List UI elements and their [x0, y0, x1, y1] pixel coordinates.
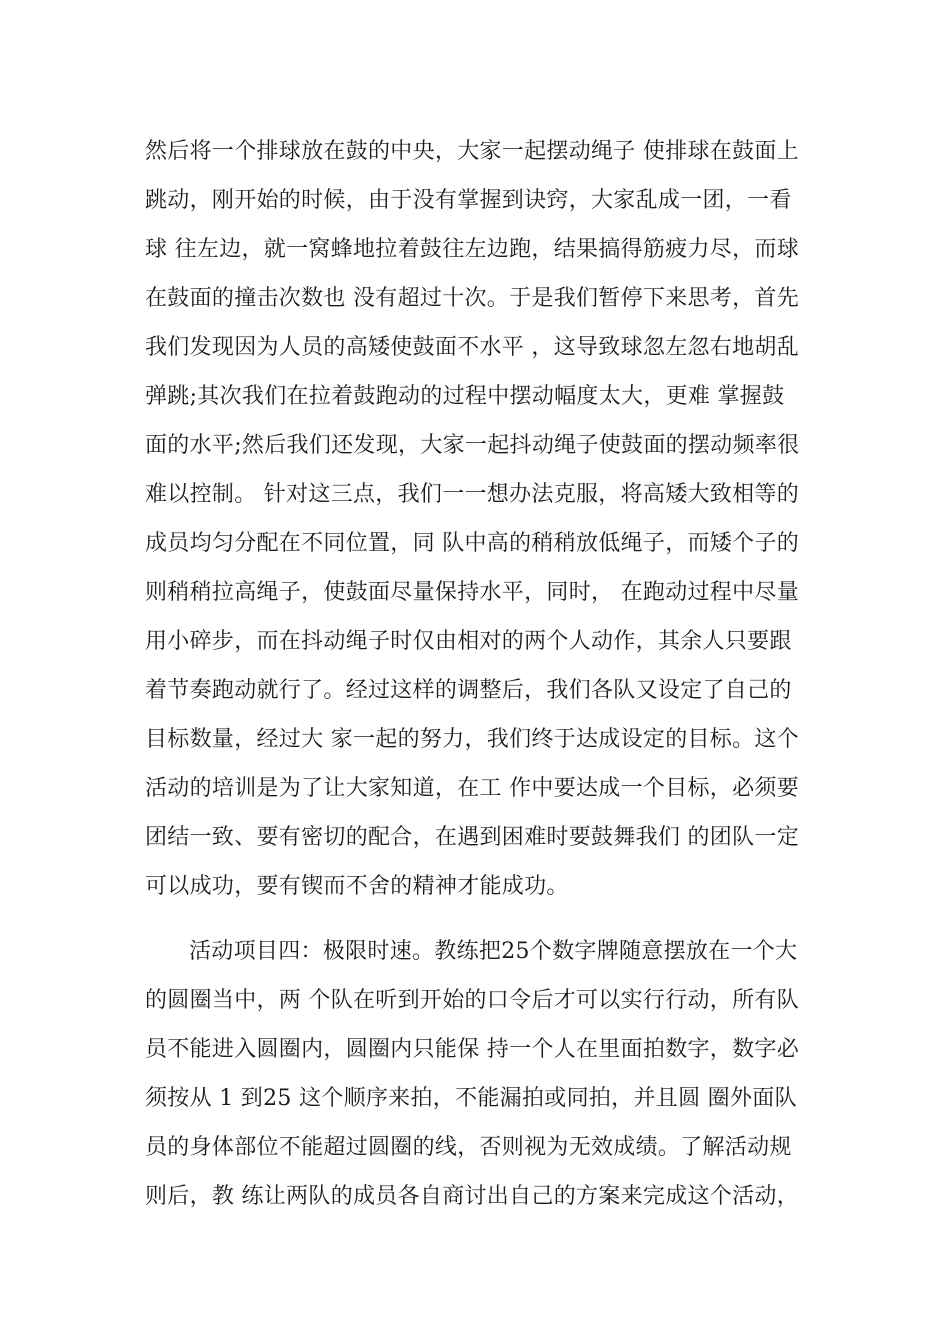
text-line: 可以成功，要有锲而不舍的精神才能成功。: [145, 874, 569, 899]
text-line: 则后，教 练让两队的成员各自商讨出自己的方案来完成这个活动，: [145, 1184, 799, 1209]
text-line: 则稍稍拉高绳子，使鼓面尽量保持水平，同时， 在跑动过程中尽量: [145, 580, 799, 605]
text-line: 然后将一个排球放在鼓的中央，大家一起摆动绳子 使排球在鼓面上: [145, 139, 799, 164]
text-line: 的圆圈当中，两 个队在听到开始的口令后才可以实行行动，所有队: [145, 988, 799, 1013]
text-line: 成员均匀分配在不同位置，同 队中高的稍稍放低绳子，而矮个子的: [145, 531, 799, 556]
text-line: 须按从 1 到25 这个顺序来拍，不能漏拍或同拍，并且圆 圈外面队: [145, 1086, 797, 1111]
text-line: 球 往左边，就一窝蜂地拉着鼓往左边跑，结果搞得筋疲力尽，而球: [145, 237, 799, 262]
text-line: 跳动，刚开始的时候，由于没有掌握到诀窍，大家乱成一团，一看: [145, 188, 792, 213]
paragraph-first-line: 活动项目四：极限时速。教练把25个数字牌随意摆放在一个大: [189, 939, 798, 964]
text-line: 员不能进入圆圈内，圆圈内只能保 持一个人在里面拍数字，数字必: [145, 1037, 799, 1062]
text-line: 难以控制。 针对这三点，我们一一想办法克服，将高矮大致相等的: [145, 482, 799, 507]
text-line: 面的水平;然后我们还发现，大家一起抖动绳子使鼓面的摆动频率很: [145, 433, 800, 458]
text-line: 团结一致、要有密切的配合，在遇到困难时要鼓舞我们 的团队一定: [145, 825, 799, 850]
text-line: 我们发现因为人员的高矮使鼓面不水平 ，这导致球忽左忽右地胡乱: [145, 335, 799, 360]
text-line: 着节奏跑动就行了。经过这样的调整后，我们各队又设定了自己的: [145, 678, 792, 703]
text-line: 在鼓面的撞击次数也 没有超过十次。于是我们暂停下来思考，首先: [145, 286, 799, 311]
text-line: 弹跳;其次我们在拉着鼓跑动的过程中摆动幅度太大，更难 掌握鼓: [145, 384, 785, 409]
text-line: 员的身体部位不能超过圆圈的线，否则视为无效成绩。了解活动规: [145, 1135, 792, 1160]
text-line: 用小碎步，而在抖动绳子时仅由相对的两个人动作，其余人只要跟: [145, 629, 792, 654]
text-line: 目标数量，经过大 家一起的努力，我们终于达成设定的目标。这个: [145, 727, 799, 752]
text-line: 活动的培训是为了让大家知道，在工 作中要达成一个目标，必须要: [145, 776, 799, 801]
